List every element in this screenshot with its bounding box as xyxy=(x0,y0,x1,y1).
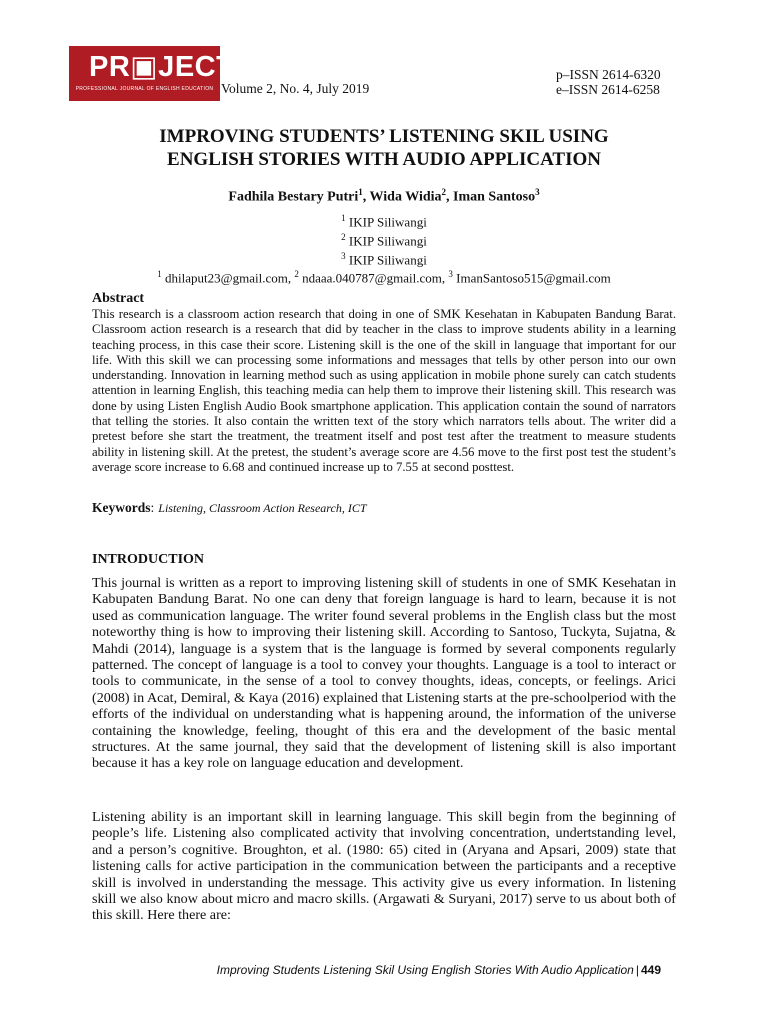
author-name: Wida Widia xyxy=(369,189,442,205)
p-issn: p–ISSN 2614-6320 xyxy=(556,67,661,82)
keywords: Keywords: Listening, Classroom Action Research, ICT xyxy=(92,500,367,515)
title-line-1: IMPROVING STUDENTS’ LISTENING SKIL USING xyxy=(159,126,609,147)
affiliations xyxy=(90,211,678,286)
author-email[interactable]: dhilaput23@gmail.com, xyxy=(165,270,292,286)
keywords-values: Listening, Classroom Action Research, ICT xyxy=(158,501,367,515)
abstract-body: This research is a classroom action research that doing in one of SMK Kesehatan in Kabupaten Bandung Barat. Classroom action research is a research that did by teacher in the class to improve students ability in a learning teaching process, in this case their score. Listening skill is the one of the skill in language that important for our life. With this skill we can processing some informations and messages that tells by other person into our own understanding. Innovation in learning method such as using application in mobile phone surely can catch students attention in learning English, this teaching media can help them to improve their listening skill. This research was done by using Listen English Audio Book smartphone application. This application contain the sound of narrators that telling the stories. It also contain the written text of the story which narrators tells about. The writer did a pretest before she start the treatment, the treatment itself and post test after the treatment to measure students ability in listening skill. At the pretest, the student’s average score are 4.56 move to the first post test the student’s average score increase to 6.68 and continued increase up to 7.55 at second posttest. xyxy=(92,307,676,474)
introduction-heading: INTRODUCTION xyxy=(92,552,205,567)
page-footer xyxy=(217,963,661,977)
issn-block xyxy=(556,67,661,97)
affiliation-line: $^2$ IKIP Siliwangi xyxy=(341,231,427,249)
logo-text: PR▣JECT xyxy=(89,51,235,83)
intro-paragraph-1: This journal is written as a report to improving listening skill of students in one of SMK Kesehatan in Kabupaten Bandung Barat. No one can deny that foreign language is hard to learn, because it is not used as communication language. The writer found several problems in the English class but the most noteworthy thing is how to improving their listening skill. According to Santoso, Tuckyta, Sujatna, & Mahdi (2014), language is a system that is the language is formed by several components regularly patterned. The concept of language is a tool to convey your thoughts. Language is a tool to interact or tools to communicate, in the sense of a tool to convey thoughts, ideas, concepts, or feelings. Arici (2008) in Acat, Demiral, & Kaya (2016) explained that Listening starts at the pre-schoolperiod with the efforts of the individual on understanding what is happening around, the information of the universe containing the knowledge, feeling, thought of this era and the development of the basic mental structures. At the same journal, they said that the development of listening skill is also important because it has a key role on language education and development. xyxy=(92,575,676,772)
volume-info: Volume 2, No. 4, July 2019 xyxy=(221,81,370,96)
e-issn: e–ISSN 2614-6258 xyxy=(556,82,660,97)
author-email[interactable]: ndaaa.040787@gmail.com, xyxy=(302,270,446,286)
title-line-2: ENGLISH STORIES WITH AUDIO APPLICATION xyxy=(167,149,601,170)
page-number: 449 xyxy=(640,963,661,977)
footer-separator: | xyxy=(635,963,639,977)
author-sup: 2 xyxy=(441,187,447,197)
journal-logo xyxy=(69,46,235,101)
author-sup: 1 xyxy=(358,187,363,197)
keywords-label: Keywords xyxy=(92,500,151,515)
author-name: Fadhila Bestary Putri xyxy=(228,189,359,205)
intro-paragraph-2: Listening ability is an important skill in learning language. This skill begin from the beginning of people’s life. Listening also complicated activity that involving concentration, undertstanding level, and a person’s cognitive. Broughton, et al. (1980: 65) cited in (Aryana and Apsari, 2009) state that listening calls for active participation in the communication between the participants and a receptive skill is involved in understanding the message. This activity give us every information. In listening skill we also know about micro and macro skills. (Argawati & Suryani, 2017) serve to us about both of this skill. Here there are: xyxy=(92,809,676,924)
logo-subtitle: PROFESSIONAL JOURNAL OF ENGLISH EDUCATION xyxy=(75,86,214,92)
author-list: Fadhila Bestary Putri$^1$, Wida Widia$^2$, Iman Santoso$^3$ xyxy=(228,187,540,205)
author-email[interactable]: ImanSantoso515@gmail.com xyxy=(456,270,611,286)
author-sup: 3 xyxy=(535,187,540,197)
running-title: Improving Students Listening Skil Using English Stories With Audio Application xyxy=(216,963,634,977)
author-name: Iman Santoso xyxy=(453,189,536,205)
email-line: $^1$ dhilaput23@gmail.com, $^2$ ndaaa.040787@gmail.com, $^3$ ImanSantoso515@gmail.com xyxy=(157,269,611,286)
abstract-heading: Abstract xyxy=(92,291,145,306)
affiliation-line: $^1$ IKIP Siliwangi xyxy=(341,213,427,230)
paper-title xyxy=(90,125,678,171)
affiliation-line: $^3$ IKIP Siliwangi xyxy=(341,250,427,267)
